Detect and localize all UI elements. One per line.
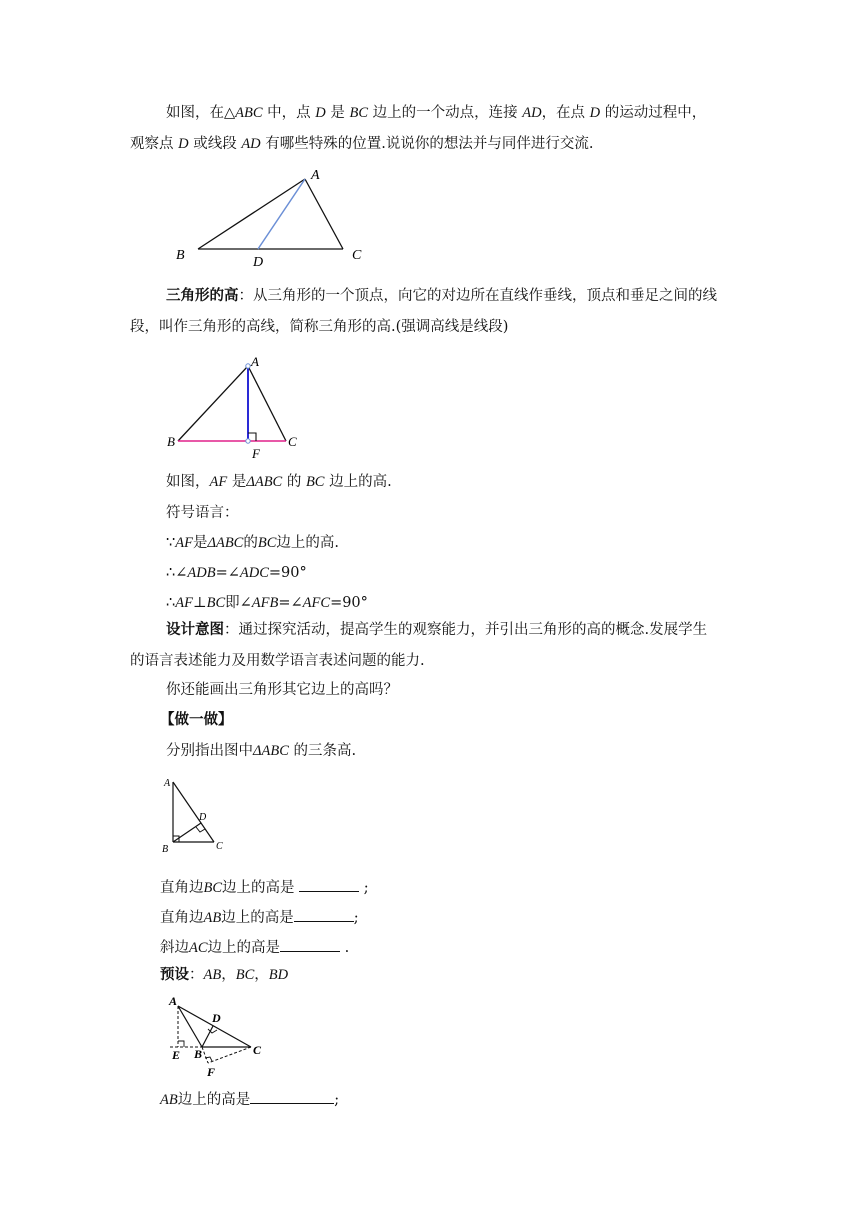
question-line: 你还能画出三角形其它边上的高吗？ <box>166 682 398 698</box>
point-f <box>246 439 250 443</box>
label-d: D <box>212 1011 221 1025</box>
side-ab <box>178 366 248 441</box>
side-ac <box>305 179 343 249</box>
task-line: 分别指出图中ΔABC 的三条高. <box>166 743 357 759</box>
fill-question-1: 直角边BC边上的高是 ; <box>160 876 369 898</box>
design-line-2: 的语言表述能力及用数学语言表述问题的能力. <box>130 653 425 669</box>
definition-line-2: 段，叫作三角形的高线，简称三角形的高.(强调高线是线段) <box>130 319 509 335</box>
label-b: B <box>194 1047 203 1061</box>
point-a <box>246 364 250 368</box>
proof-line-2: ∴∠ADB=∠ADC=90° <box>166 565 307 581</box>
intro-line-2: 观察点 D 或线段 AD 有哪些特殊的位置.说说你的想法并与同伴进行交流. <box>130 136 594 152</box>
statement-line: 如图，AF 是ΔABC 的 BC 边上的高. <box>166 474 392 490</box>
figure-triangle-median <box>170 165 380 270</box>
side-ac <box>173 782 214 842</box>
figure-obtuse-triangle <box>165 992 280 1082</box>
altitude-bd <box>173 823 201 842</box>
side-ab <box>198 179 305 249</box>
label-b: B <box>176 248 185 263</box>
intro-line-1: 如图，在△ABC 中，点 D 是 BC 边上的一个动点，连接 AD，在点 D 的运动过程中， <box>166 105 707 121</box>
label-c: C <box>288 434 297 449</box>
label-e: E <box>172 1048 181 1062</box>
label-a: A <box>251 354 259 369</box>
fill-question-2: 直角边AB边上的高是 ; <box>160 906 359 928</box>
answer-blank-3[interactable] <box>280 936 340 952</box>
altitude-bd <box>202 1026 213 1047</box>
label-c: C <box>216 841 223 852</box>
answer-blank-1[interactable] <box>299 876 359 892</box>
answer-blank-4[interactable] <box>250 1088 334 1104</box>
label-a: A <box>169 994 178 1008</box>
label-a: A <box>164 778 171 789</box>
label-b: B <box>162 844 169 855</box>
design-line-1: 设计意图：通过探究活动，提高学生的观察能力，并引出三角形的高的概念.发展学生 <box>166 621 708 638</box>
label-f: F <box>207 1065 216 1079</box>
label-d: D <box>253 255 264 270</box>
figure-triangle-altitude <box>163 352 313 464</box>
right-angle-e <box>178 1041 184 1047</box>
activity-title: 【做一做】 <box>160 711 233 728</box>
label-c: C <box>253 1043 262 1057</box>
segment-ad <box>258 179 305 249</box>
label-d: D <box>199 812 207 823</box>
preset-line: 预设：AB，BC，BD <box>160 966 289 983</box>
extension-ab <box>202 1047 208 1063</box>
figure-right-triangle <box>158 772 238 856</box>
altitude-cf <box>208 1047 251 1063</box>
proof-line-1: ∵AF是ΔABC的BC边上的高. <box>166 535 339 551</box>
fill-question-3: 斜边AC边上的高是 . <box>160 936 349 958</box>
definition-term: 三角形的高 <box>166 287 239 304</box>
label-c: C <box>352 248 362 263</box>
definition-line-1: 三角形的高：从三角形的一个顶点，向它的对边所在直线作垂线，顶点和垂足之间的线 <box>166 287 717 304</box>
design-label: 设计意图 <box>166 621 224 638</box>
side-ac <box>248 366 286 441</box>
preset-label: 预设 <box>160 966 189 983</box>
answer-blank-2[interactable] <box>294 906 354 922</box>
symbol-title: 符号语言： <box>166 505 239 521</box>
label-b: B <box>167 434 175 449</box>
label-a: A <box>311 168 320 183</box>
label-f: F <box>252 446 260 461</box>
proof-line-3: ∴AF⊥BC即∠AFB=∠AFC=90° <box>166 595 368 611</box>
last-question: AB边上的高是 ; <box>160 1088 339 1110</box>
